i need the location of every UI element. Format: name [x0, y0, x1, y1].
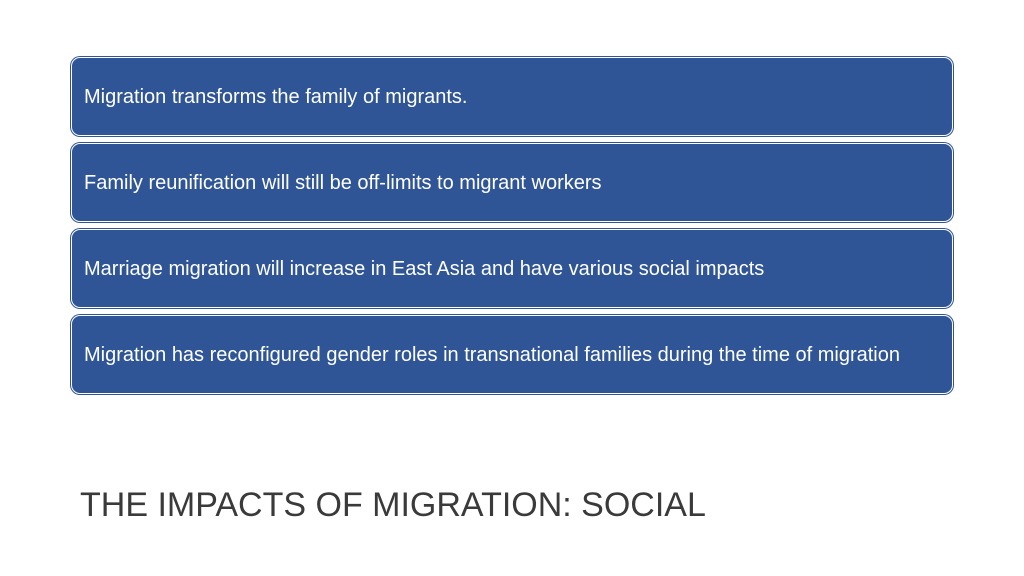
bullet-box-text: Family reunification will still be off-limits to migrant workers [84, 171, 602, 194]
slide-title: THE IMPACTS OF MIGRATION: SOCIAL [80, 486, 706, 524]
bullet-box-text: Migration has reconfigured gender roles in transnational families during the time of migration [84, 343, 900, 366]
bullet-box-1 [71, 57, 953, 136]
bullet-box-list [71, 57, 953, 401]
bullet-box-text: Migration transforms the family of migrants. [84, 85, 468, 108]
bullet-box-4 [71, 315, 953, 394]
bullet-box-text: Marriage migration will increase in East Asia and have various social impacts [84, 257, 765, 280]
bullet-box-3 [71, 229, 953, 308]
bullet-box-2 [71, 143, 953, 222]
